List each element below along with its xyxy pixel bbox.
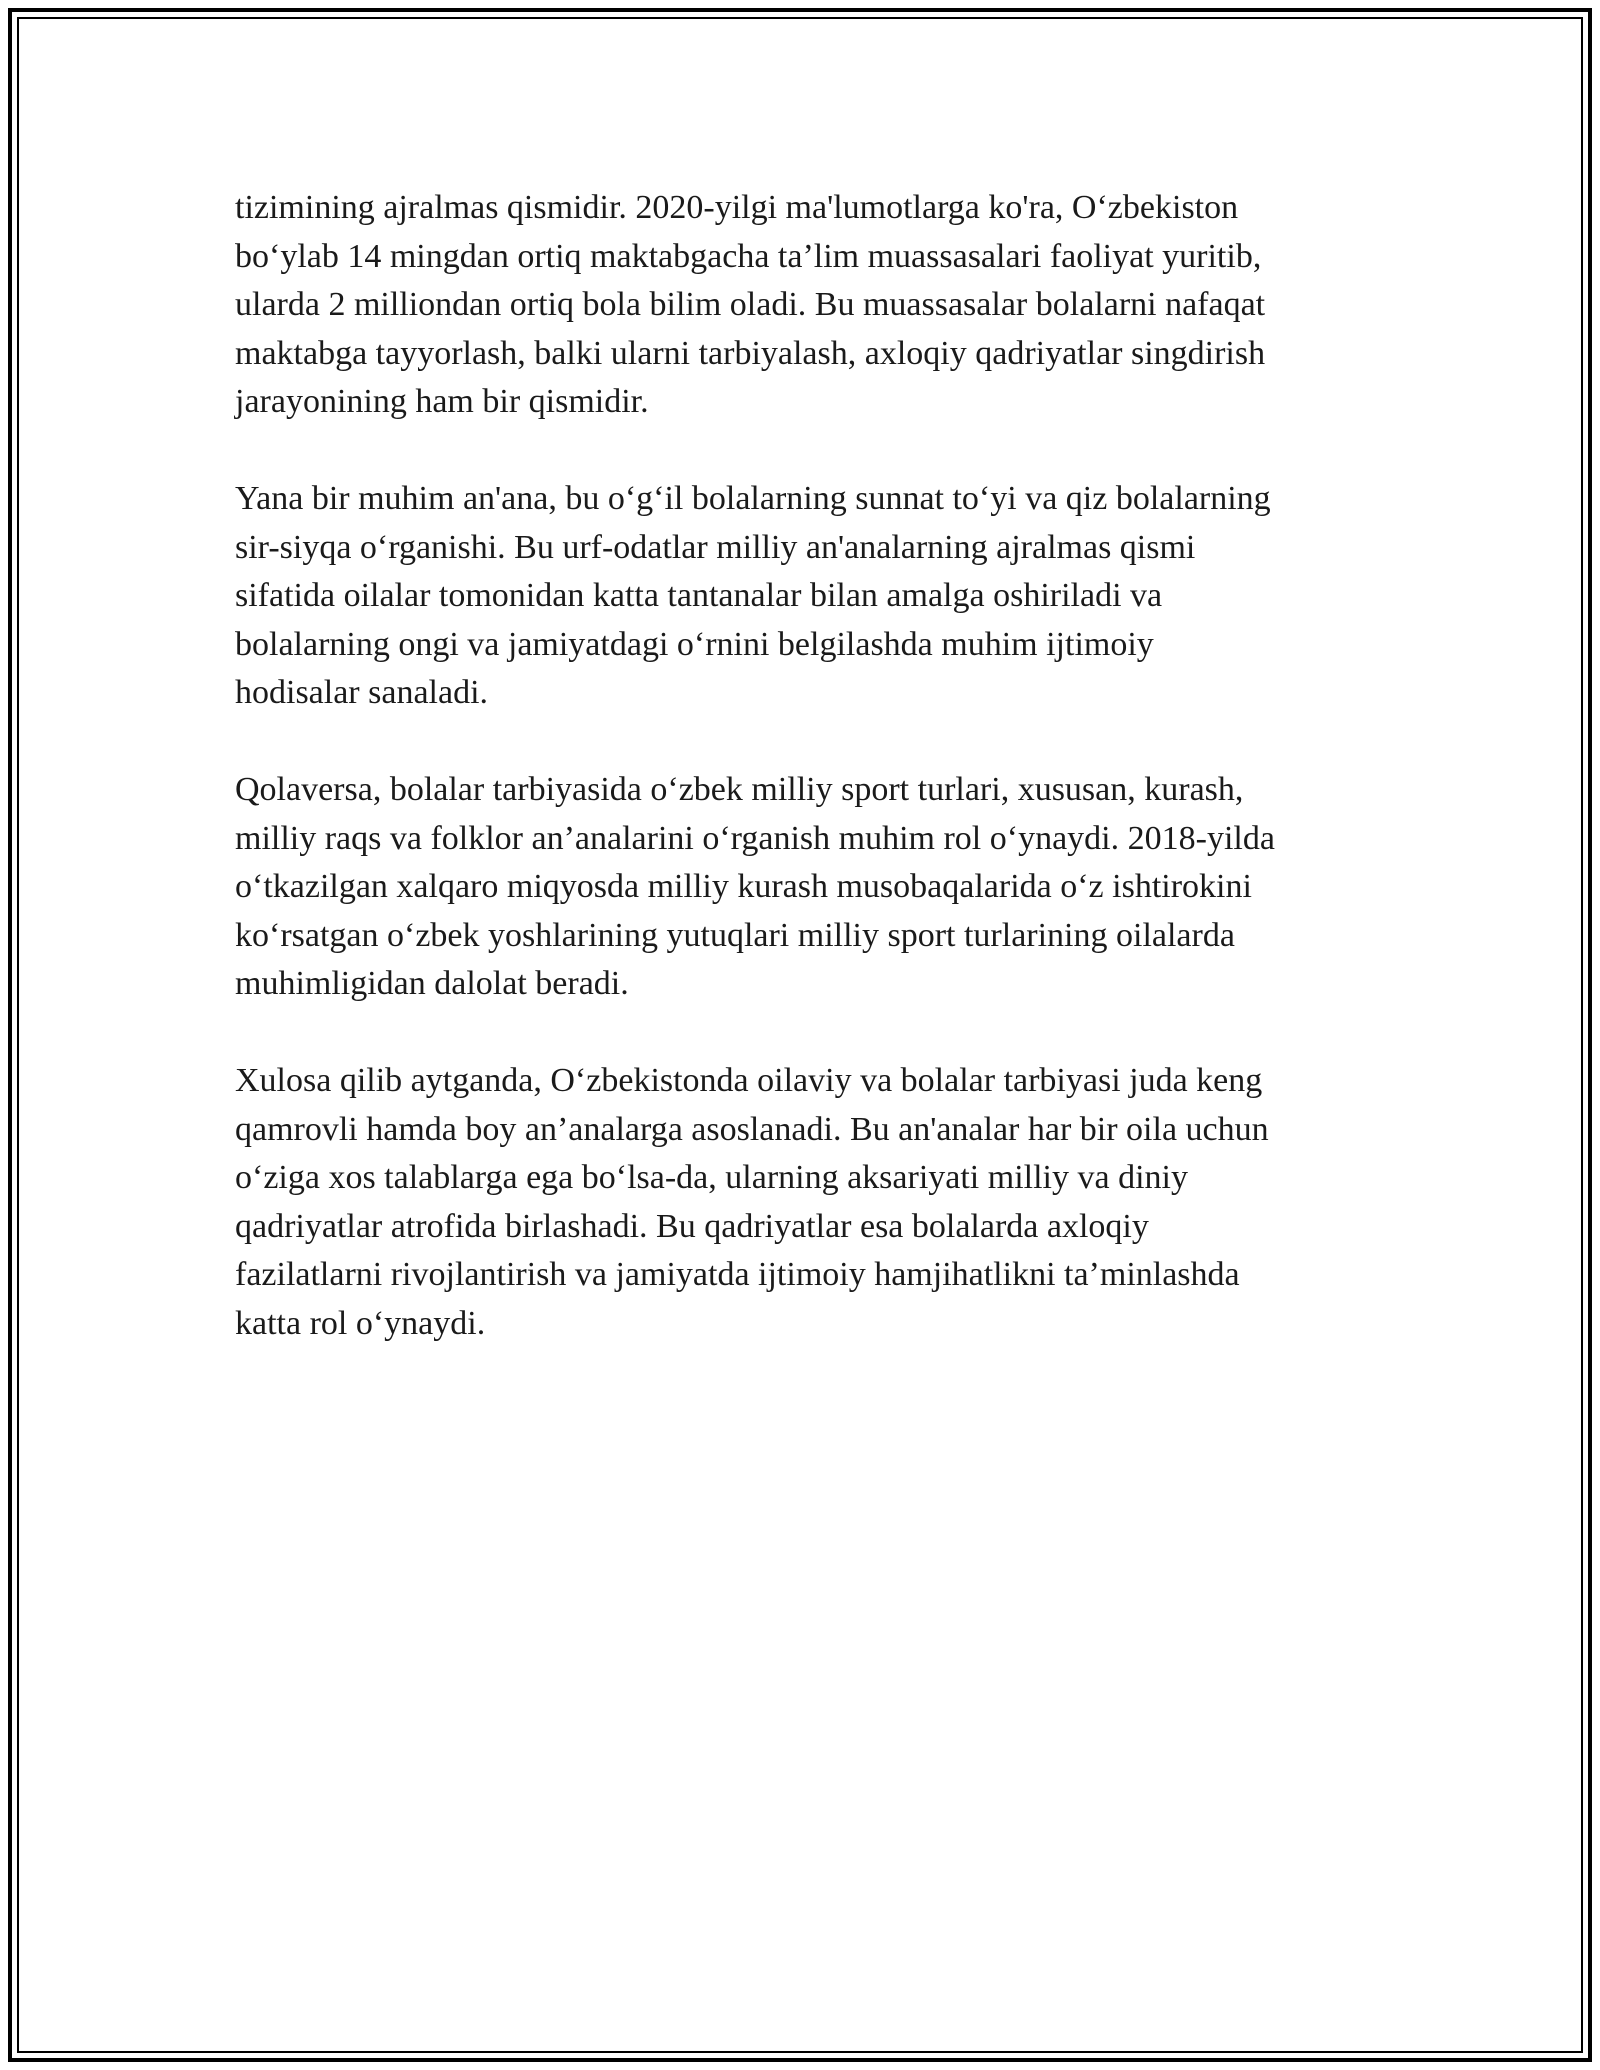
paragraph-national-sports: Qolaversa, bolalar tarbiyasida o‘zbek milliy sport turlari, xususan, kurash, milliy raqs va folklor an’analarini o‘rganish muhim rol o‘ynaydi. 2018-yilda o‘tkazilgan xalqaro miqyosda milliy kurash musobaqalarida o‘z ishtirokini ko‘rsatgan o‘zbek yoshlarining yutuqlari milliy sport turlarining oilalarda muhimligidan dalolat beradi. <box>235 771 1275 1002</box>
paragraph-traditions: Yana bir muhim an'ana, bu o‘g‘il bolalarning sunnat to‘yi va qiz bolalarning sir-siyqa o‘rganishi. Bu urf-odatlar milliy an'analarning ajralmas qismi sifatida oilalar tomonidan katta tantanalar bilan amalga oshiriladi va bolalarning ongi va jamiyatdagi o‘rnini belgilashda muhim ijtimoiy hodisalar sanaladi. <box>235 480 1271 711</box>
paragraph-conclusion: Xulosa qilib aytganda, O‘zbekistonda oilaviy va bolalar tarbiyasi juda keng qamrovli hamda boy an’analarga asoslanadi. Bu an'analar har bir oila uchun o‘ziga xos talablarga ega bo‘lsa-da, ularning aksariyati milliy va diniy qadriyatlar atrofida birlashadi. Bu qadriyatlar esa bolalarda axloqiy fazilatlarni rivojlantirish va jamiyatda ijtimoiy hamjihatlikni ta’minlashda katta rol o‘ynaydi. <box>235 1062 1269 1342</box>
paragraph-preschool-education: tizimining ajralmas qismidir. 2020-yilgi ma'lumotlarga ko'ra, O‘zbekiston bo‘ylab 14 mingdan ortiq maktabgacha ta’lim muassasalari faoliyat yuritib, ularda 2 milliondan ortiq bola bilim oladi. Bu muassasalar bolalarni nafaqat maktabga tayyorlash, balki ularni tarbiyalash, axloqiy qadriyatlar singdirish jarayonining ham bir qismidir. <box>235 189 1266 420</box>
document-body <box>235 184 1375 1397</box>
